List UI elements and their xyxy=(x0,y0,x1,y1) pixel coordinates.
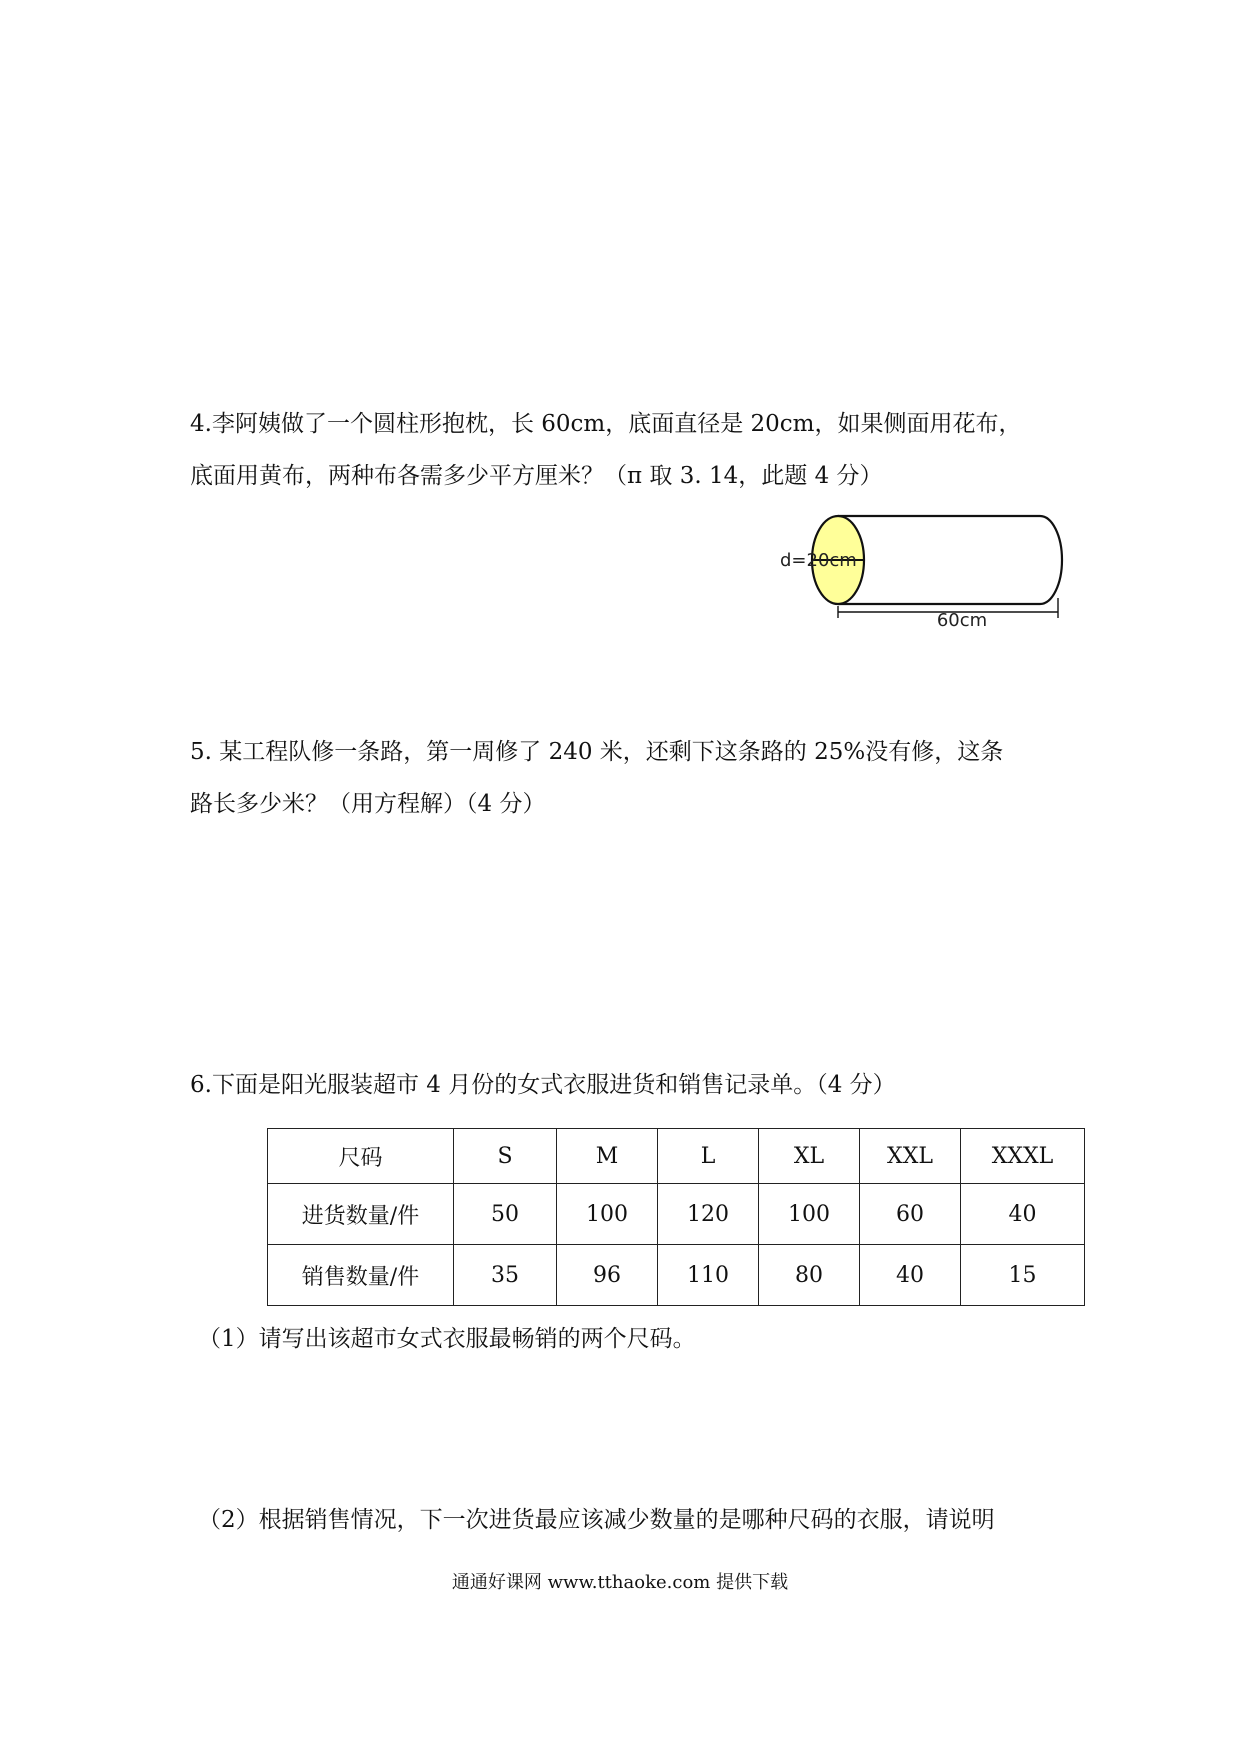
table-row-label: 销售数量/件 xyxy=(268,1245,454,1306)
table-header-cell: XXL xyxy=(860,1129,961,1184)
table-header-row xyxy=(268,1129,1085,1184)
page-footer: 通通好课网 www.tthaoke.com 提供下载 xyxy=(451,1572,789,1593)
table-header-cell: S xyxy=(454,1129,557,1184)
q5-line-2: 路长多少米？（用方程解）（4 分） xyxy=(190,791,546,817)
table-cell: 120 xyxy=(658,1184,759,1245)
table-cell: 50 xyxy=(454,1184,557,1245)
table-row xyxy=(268,1245,1085,1306)
table-row xyxy=(268,1184,1085,1245)
table-header-cell: 尺码 xyxy=(268,1129,454,1184)
table-cell: 35 xyxy=(454,1245,557,1306)
q6-line-1: 6.下面是阳光服装超市 4 月份的女式衣服进货和销售记录单。（4 分） xyxy=(190,1072,896,1098)
sales-record-table xyxy=(267,1128,1085,1306)
q6-sub-question-1: （1）请写出该超市女式衣服最畅销的两个尺码。 xyxy=(198,1326,696,1352)
table-cell: 100 xyxy=(557,1184,658,1245)
table-cell: 96 xyxy=(557,1245,658,1306)
q6-sub-question-2: （2）根据销售情况，下一次进货最应该减少数量的是哪种尺码的衣服，请说明 xyxy=(198,1507,995,1533)
table-cell: 40 xyxy=(860,1245,961,1306)
length-label: 60cm xyxy=(936,610,988,631)
q4-line-2: 底面用黄布，两种布各需多少平方厘米？（π 取 3. 14，此题 4 分） xyxy=(190,463,883,489)
table-cell: 100 xyxy=(759,1184,860,1245)
cylinder-body xyxy=(838,516,1062,604)
q5-line-1: 5. 某工程队修一条路，第一周修了 240 米，还剩下这条路的 25%没有修，这条 xyxy=(190,739,1004,765)
table-cell: 110 xyxy=(658,1245,759,1306)
table-header-cell: XL xyxy=(759,1129,860,1184)
cylinder-diagram xyxy=(780,500,1090,650)
table-header-cell: M xyxy=(557,1129,658,1184)
table-row-label: 进货数量/件 xyxy=(268,1184,454,1245)
table-cell: 80 xyxy=(759,1245,860,1306)
table-cell: 60 xyxy=(860,1184,961,1245)
table-header-cell: L xyxy=(658,1129,759,1184)
q4-line-1: 4.李阿姨做了一个圆柱形抱枕，长 60cm，底面直径是 20cm，如果侧面用花布， xyxy=(190,411,1022,437)
table-cell: 40 xyxy=(961,1184,1085,1245)
table-cell: 15 xyxy=(961,1245,1085,1306)
diameter-label: d=20cm xyxy=(780,550,857,571)
table-header-cell: XXXL xyxy=(961,1129,1085,1184)
